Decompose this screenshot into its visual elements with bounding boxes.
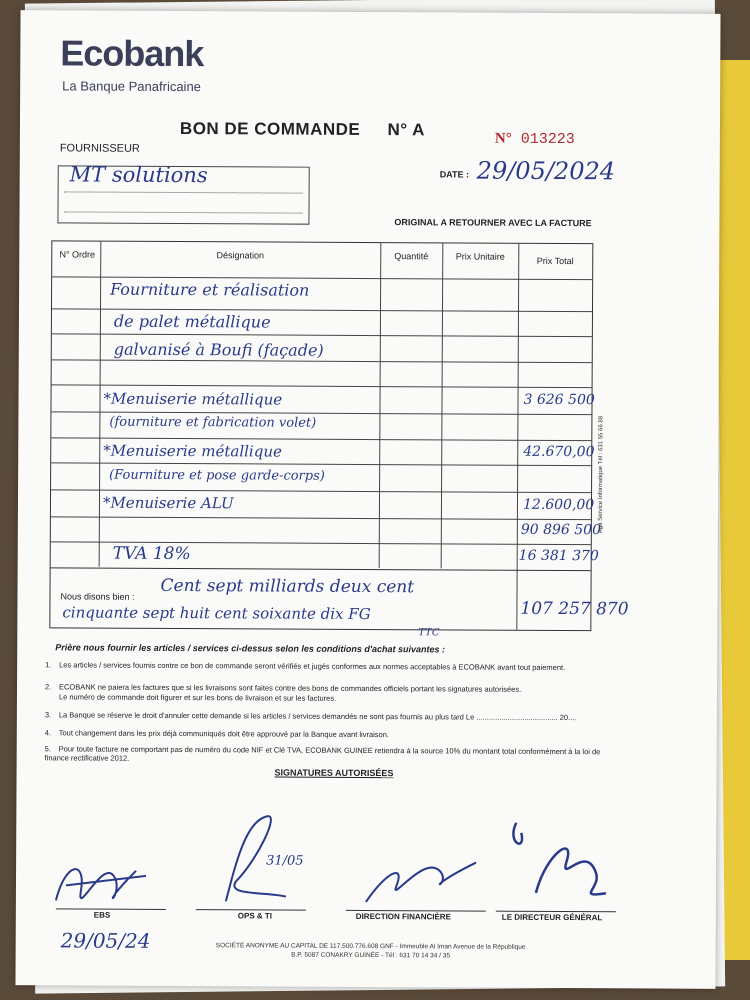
- condition-item: [45, 660, 620, 672]
- supplier-label: FOURNISSEUR: [59, 142, 140, 155]
- condition-item: [45, 744, 620, 765]
- row-divider: [52, 359, 592, 363]
- total-amount: 107 257 870: [520, 598, 629, 620]
- column-divider: [99, 242, 102, 567]
- row-divider: [51, 489, 591, 493]
- total-divider: [51, 567, 591, 571]
- designation-cell: (fourniture et fabrication volet): [109, 414, 317, 431]
- header-prix-unitaire: Prix Unitaire: [455, 251, 505, 262]
- designation-cell: galvanisé à Boufi (façade): [113, 339, 324, 360]
- condition-number: 1.: [45, 660, 52, 670]
- condition-item: [45, 728, 620, 740]
- total-words-line: Cent sept milliards deux cent: [160, 575, 415, 598]
- number-label: N° A: [387, 120, 426, 140]
- supplier-dotted-line: [65, 191, 303, 193]
- row-divider: [51, 516, 591, 520]
- header-prix-total: Prix Total: [536, 255, 574, 267]
- condition-text: Les articles / services fournis contre ce bon de commande seront vérifiés et jugés conformes aux normes acceptables à ECOBANK avant tout paiement.: [59, 660, 566, 673]
- total-words-line: TTC: [418, 627, 440, 639]
- return-instruction: ORIGINAL A RETOURNER AVEC LA FACTURE: [394, 217, 592, 229]
- header-designation: Désignation: [216, 250, 265, 261]
- footer-line: B.P. 5087 CONAKRY GUINÉE - Tél : 631 70 14 34 / 35: [291, 951, 451, 960]
- designation-cell: Fourniture et réalisation: [110, 279, 310, 300]
- designation-cell: TVA 18%: [112, 543, 191, 565]
- row-divider: [52, 384, 592, 388]
- designation-cell: *Menuiserie métallique: [103, 441, 282, 461]
- condition-item: [45, 710, 620, 722]
- serial-number: [495, 131, 575, 148]
- total-cell: 16 381 370: [518, 547, 599, 565]
- condition-number: 3.: [44, 710, 52, 720]
- ops-date: 31/05: [266, 853, 304, 869]
- purchase-order-document: [15, 10, 720, 989]
- column-divider: [379, 243, 382, 568]
- designation-cell: (Fourniture et pose garde-corps): [109, 467, 325, 484]
- condition-text: Pour toute facture ne comportant pas de numéro du code NIF et Clé TVA, ECOBANK GUINEE retiendra à la source 10% du montant total conformément à la loi de finance rectificative 2012.: [44, 744, 601, 763]
- condition-text: Tout changement dans les prix déjà communiqués doit être approuvé par la Banque avant livraison.: [58, 728, 389, 740]
- condition-text: Le numéro de commande doit figurer et sur les bons de livraison et sur les factures.: [58, 692, 337, 703]
- designation-cell: de palet métallique: [113, 311, 271, 332]
- total-cell: 12.600,00: [522, 496, 595, 514]
- total-cell: 3 626 500: [523, 391, 595, 409]
- condition-number: 5.: [44, 744, 51, 754]
- row-divider: [52, 333, 592, 337]
- document-title: [180, 119, 425, 140]
- title-text: BON DE COMMANDE: [179, 119, 361, 139]
- designation-cell: *Menuiserie ALU: [102, 493, 234, 513]
- condition-number: 4.: [44, 728, 52, 738]
- serial-prefix: N°: [494, 130, 512, 147]
- supplier-dotted-line: [64, 211, 302, 213]
- date-value: 29/05/2024: [476, 156, 616, 186]
- condition-number: 2.: [44, 682, 52, 692]
- signature-director: [486, 803, 617, 914]
- signatures-title: SIGNATURES AUTORISÉES: [274, 767, 394, 779]
- brand-tagline: La Banque Panafricaine: [62, 78, 201, 95]
- row-divider: [51, 462, 591, 466]
- total-cell: 42.670,00: [523, 443, 595, 461]
- conditions-title: Prière nous fournir les articles / services ci-dessus selon les conditions d'achat suivantes :: [55, 642, 446, 655]
- date-label: DATE :: [439, 169, 470, 180]
- total-cell: 90 896 500: [520, 521, 602, 539]
- supplier-value: MT solutions: [69, 162, 208, 188]
- designation-cell: *Menuiserie métallique: [103, 389, 283, 409]
- header-quantite: Quantité: [394, 251, 429, 262]
- condition-text: La Banque se réserve le droit d'annuler cette demande si les articles / services demandés ne sont pas fournis au plus tard Le ....................................... 20....: [58, 710, 577, 723]
- condition-text: ECOBANK ne paiera les factures que si les livraisons sont faites contre des bons de commandes officiels portant les signatures autorisées.: [58, 682, 522, 694]
- footer-line: SOCIÉTÉ ANONYME AU CAPITAL DE 117.500.776.608 GNF - Immeuble Al Iman Avenue de la République: [215, 942, 526, 951]
- signature-label-ops: OPS & TI: [237, 911, 273, 921]
- printer-note: Aga Service Informatique Tél : 631 55 66 88: [597, 415, 605, 534]
- signature-label-finance: DIRECTION FINANCIÈRE: [355, 911, 451, 922]
- header-ordre: N° Ordre: [59, 249, 96, 260]
- total-words-label: Nous disons bien :: [60, 591, 135, 602]
- signature-label-ebs: EBS: [93, 910, 111, 920]
- signature-label-director: LE DIRECTEUR GÉNÉRAL: [501, 912, 603, 923]
- row-divider: [51, 437, 591, 441]
- handwritten-sign-date: 29/05/24: [60, 928, 151, 953]
- company-footer: [156, 941, 586, 961]
- condition-item: [45, 692, 620, 704]
- serial-value: 013223: [520, 130, 575, 149]
- column-divider: [516, 244, 519, 630]
- total-words-line: cinquante sept huit cent soixante dix FG: [62, 603, 371, 624]
- column-divider: [441, 243, 444, 568]
- brand-logo: Ecobank: [60, 32, 204, 75]
